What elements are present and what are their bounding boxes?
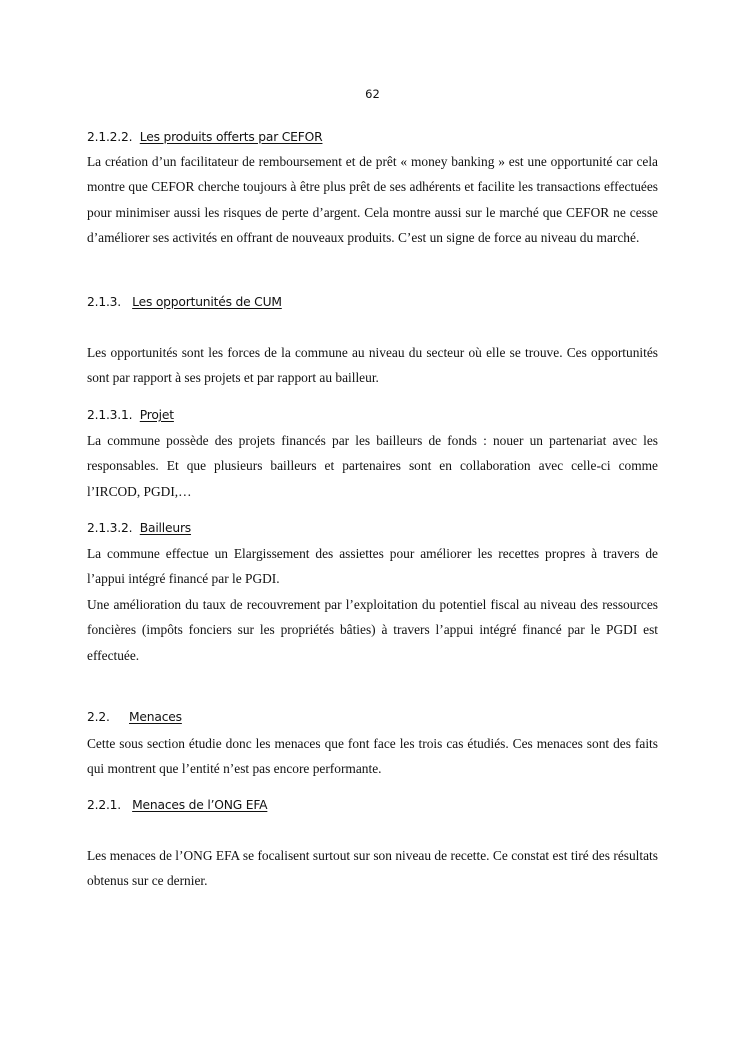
section-title: Menaces de l’ONG EFA	[132, 798, 268, 812]
paragraph: Les menaces de l’ONG EFA se focalisent surtout sur son niveau de recette. Ce constat est tiré des résultats obtenus sur ce dernier.	[87, 848, 658, 889]
section-number: 2.1.3.	[87, 295, 121, 309]
section-heading-menaces	[87, 710, 182, 724]
paragraph: La commune possède des projets financés par les bailleurs de fonds : nouer un partenariat avec les responsables. Et que plusieurs bailleurs et partenaires sont en collaboration avec celle-ci comme l’IRCOD, PGDI,…	[87, 433, 658, 499]
section-number: 2.2.1.	[87, 798, 121, 812]
paragraph: La commune effectue un Elargissement des assiettes pour améliorer les recettes propres à travers de l’appui intégré financé par le PGDI.	[87, 546, 658, 587]
paragraph: Cette sous section étudie donc les menaces que font face les trois cas étudiés. Ces menaces sont des faits qui montrent que l’entité n’est pas encore performante.	[87, 736, 658, 777]
section-heading-bailleurs	[87, 521, 191, 535]
section-number: 2.1.2.2.	[87, 130, 133, 144]
section-number: 2.2.	[87, 710, 110, 724]
section-heading-projet	[87, 408, 174, 422]
section-heading-opportunites-cum	[87, 295, 282, 309]
paragraph: Les opportunités sont les forces de la commune au niveau du secteur où elle se trouve. Ces opportunités sont par rapport à ses projets et par rapport au bailleur.	[87, 345, 658, 386]
section-title: Projet	[139, 408, 174, 422]
section-title: Menaces	[129, 710, 182, 724]
paragraph: La création d’un facilitateur de remboursement et de prêt « money banking » est une opportunité car cela montre que CEFOR cherche toujours à être plus prêt de ses adhérents et facilite les transactions effectuées pour minimiser aussi les risques de perte d’argent. Cela montre aussi sur le marché que CEFOR ne cesse d’améliorer ses activités en offrant de nouveaux produits. C’est un signe de force au niveau du marché.	[87, 154, 658, 246]
section-heading-menaces-ong-efa	[87, 798, 267, 812]
section-title: Les opportunités de CUM	[132, 295, 282, 309]
section-number: 2.1.3.1.	[87, 408, 133, 422]
paragraph: Une amélioration du taux de recouvrement par l’exploitation du potentiel fiscal au niveau des ressources foncières (impôts fonciers sur les propriétés bâties) à travers l’appui intégré financé par le PGDI est effectuée.	[87, 597, 658, 663]
section-title: Les produits offerts par CEFOR	[139, 130, 323, 144]
section-heading-produits-cefor	[87, 130, 322, 144]
page-number: 62	[365, 87, 380, 101]
section-title: Bailleurs	[139, 521, 192, 535]
section-number: 2.1.3.2.	[87, 521, 133, 535]
